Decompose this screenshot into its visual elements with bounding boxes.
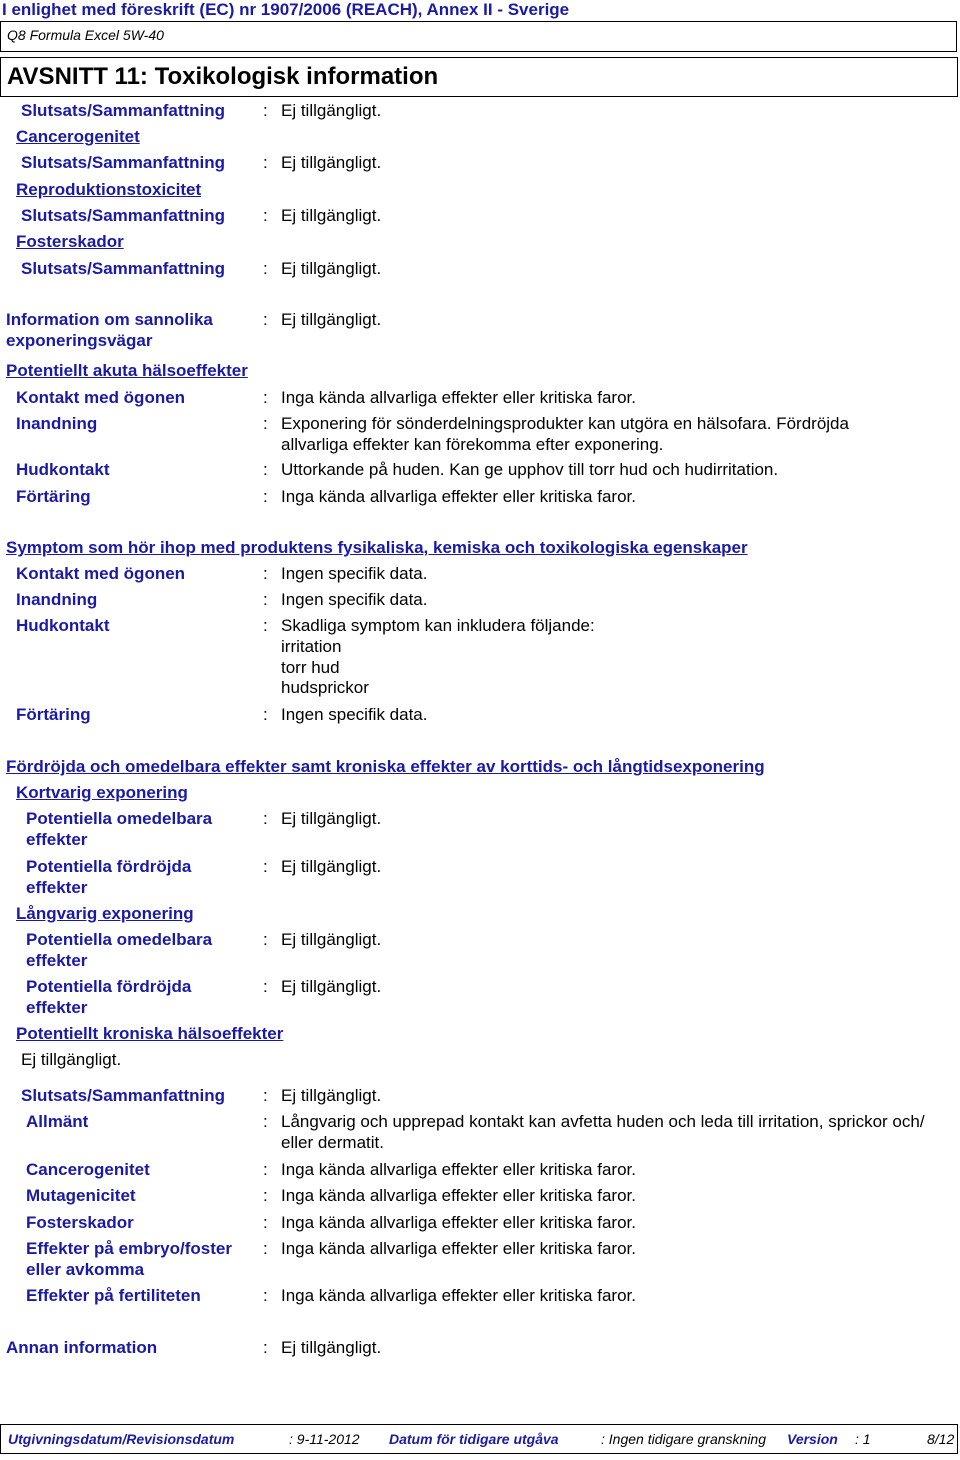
- value-symptom-eye: Ingen specifik data.: [281, 564, 428, 583]
- link-acute-health-effects[interactable]: Potentiellt akuta hälsoeffekter: [6, 361, 248, 380]
- label-summary-4: Slutsats/Sammanfattning: [21, 259, 226, 278]
- colon: :: [263, 1086, 268, 1105]
- colon: :: [263, 487, 268, 506]
- colon: :: [263, 414, 268, 433]
- colon: :: [263, 460, 268, 479]
- value-symptom-skin-line1: Skadliga symptom kan inkludera följande:: [281, 616, 595, 635]
- label-symptom-inhalation: Inandning: [16, 590, 98, 609]
- label-symptom-skin: Hudkontakt: [16, 616, 110, 635]
- page-footer: [0, 1424, 958, 1454]
- footer-version-value: : 1: [855, 1431, 871, 1447]
- footer-page-number: 8/12: [927, 1431, 955, 1447]
- value-chronic-effects: Ej tillgängligt.: [21, 1050, 122, 1069]
- colon: :: [263, 259, 268, 278]
- colon: :: [263, 1213, 268, 1232]
- label-long-immediate-line1: Potentiella omedelbara: [26, 930, 213, 949]
- value-symptom-skin-line4: hudsprickor: [281, 678, 369, 697]
- value-long-delayed: Ej tillgängligt.: [281, 977, 382, 996]
- value-long-immediate: Ej tillgängligt.: [281, 930, 382, 949]
- section-title: AVSNITT 11: Toxikologisk information: [0, 57, 958, 97]
- product-name-box: Q8 Formula Excel 5W-40: [0, 21, 957, 52]
- label-short-delayed-line2: effekter: [26, 878, 88, 897]
- colon: :: [263, 1160, 268, 1179]
- value-chronic-general-line1: Långvarig och upprepad kontakt kan avfetta huden och leda till irritation, sprickor och/: [281, 1112, 925, 1131]
- label-acute-inhalation: Inandning: [16, 414, 98, 433]
- label-exposure-routes-line2: exponeringsvägar: [6, 331, 153, 350]
- value-chronic-mutagenicity: Inga kända allvarliga effekter eller kritiska faror.: [281, 1186, 636, 1205]
- footer-version-label: Version: [787, 1431, 838, 1447]
- value-acute-eye: Inga kända allvarliga effekter eller kritiska faror.: [281, 388, 636, 407]
- value-chronic-teratogenicity: Inga kända allvarliga effekter eller kritiska faror.: [281, 1213, 636, 1232]
- value-short-delayed: Ej tillgängligt.: [281, 857, 382, 876]
- label-long-delayed-line1: Potentiella fördröjda: [26, 977, 192, 996]
- colon: :: [263, 1186, 268, 1205]
- value-chronic-fertility: Inga kända allvarliga effekter eller kritiska faror.: [281, 1286, 636, 1305]
- colon: :: [263, 1239, 268, 1258]
- colon: :: [263, 310, 268, 329]
- label-acute-eye: Kontakt med ögonen: [16, 388, 186, 407]
- value-symptom-ingestion: Ingen specifik data.: [281, 705, 428, 724]
- label-chronic-carcinogenicity: Cancerogenitet: [26, 1160, 150, 1179]
- label-chronic-teratogenicity: Fosterskador: [26, 1213, 134, 1232]
- value-acute-inhalation-line1: Exponering för sönderdelningsprodukter kan utgöra en hälsofara. Fördröjda: [281, 414, 849, 433]
- colon: :: [263, 153, 268, 172]
- colon: :: [263, 1286, 268, 1305]
- colon: :: [263, 101, 268, 120]
- colon: :: [263, 977, 268, 996]
- value-summary-1: Ej tillgängligt.: [281, 101, 382, 120]
- label-short-immediate-line2: effekter: [26, 830, 88, 849]
- label-summary-1: Slutsats/Sammanfattning: [21, 101, 226, 120]
- label-chronic-fertility: Effekter på fertiliteten: [26, 1286, 201, 1305]
- colon: :: [263, 206, 268, 225]
- value-acute-ingestion: Inga kända allvarliga effekter eller kritiska faror.: [281, 487, 636, 506]
- colon: :: [263, 857, 268, 876]
- link-chronic-health-effects[interactable]: Potentiellt kroniska hälsoeffekter: [16, 1024, 284, 1043]
- colon: :: [263, 616, 268, 635]
- label-acute-skin: Hudkontakt: [16, 460, 110, 479]
- label-chronic-mutagenicity: Mutagenicitet: [26, 1186, 136, 1205]
- link-symptoms[interactable]: Symptom som hör ihop med produktens fysikaliska, kemiska och toxikologiska egenskaper: [6, 538, 748, 557]
- label-other-information: Annan information: [6, 1338, 158, 1357]
- label-short-immediate-line1: Potentiella omedelbara: [26, 809, 213, 828]
- colon: :: [263, 930, 268, 949]
- label-symptom-ingestion: Förtäring: [16, 705, 91, 724]
- label-short-delayed-line1: Potentiella fördröjda: [26, 857, 192, 876]
- link-long-term-exposure[interactable]: Långvarig exponering: [16, 904, 194, 923]
- label-summary-2: Slutsats/Sammanfattning: [21, 153, 226, 172]
- label-summary-3: Slutsats/Sammanfattning: [21, 206, 226, 225]
- value-acute-skin: Uttorkande på huden. Kan ge upphov till torr hud och hudirritation.: [281, 460, 779, 479]
- link-short-term-exposure[interactable]: Kortvarig exponering: [16, 783, 188, 802]
- value-other-information: Ej tillgängligt.: [281, 1338, 382, 1357]
- link-reproduktionstoxicitet[interactable]: Reproduktionstoxicitet: [16, 180, 202, 199]
- label-chronic-embryo-line1: Effekter på embryo/foster: [26, 1239, 232, 1258]
- value-chronic-general-line2: eller dermatit.: [281, 1133, 384, 1152]
- value-chronic-embryo: Inga kända allvarliga effekter eller kritiska faror.: [281, 1239, 636, 1258]
- value-summary-4: Ej tillgängligt.: [281, 259, 382, 278]
- colon: :: [263, 1338, 268, 1357]
- link-fosterskador[interactable]: Fosterskador: [16, 232, 124, 251]
- value-acute-inhalation-line2: allvarliga effekter kan förekomma efter exponering.: [281, 435, 664, 454]
- colon: :: [263, 809, 268, 828]
- label-symptom-eye: Kontakt med ögonen: [16, 564, 186, 583]
- link-delayed-immediate-effects[interactable]: Fördröjda och omedelbara effekter samt kroniska effekter av korttids- och långtidsexponering: [6, 757, 765, 776]
- colon: :: [263, 388, 268, 407]
- value-summary-2: Ej tillgängligt.: [281, 153, 382, 172]
- colon: :: [263, 705, 268, 724]
- document-header-title: I enlighet med föreskrift (EC) nr 1907/2006 (REACH), Annex II - Sverige: [2, 0, 570, 19]
- value-chronic-carcinogenicity: Inga kända allvarliga effekter eller kritiska faror.: [281, 1160, 636, 1179]
- value-summary-3: Ej tillgängligt.: [281, 206, 382, 225]
- footer-previous-value: : Ingen tidigare granskning: [601, 1431, 766, 1447]
- label-long-delayed-line2: effekter: [26, 998, 88, 1017]
- colon: :: [263, 1112, 268, 1131]
- value-short-immediate: Ej tillgängligt.: [281, 809, 382, 828]
- label-chronic-embryo-line2: eller avkomma: [26, 1260, 145, 1279]
- link-cancerogenitet[interactable]: Cancerogenitet: [16, 127, 140, 146]
- value-symptom-skin-line2: irritation: [281, 637, 342, 656]
- value-symptom-skin-line3: torr hud: [281, 658, 340, 677]
- label-exposure-routes-line1: Information om sannolika: [6, 310, 213, 329]
- colon: :: [263, 564, 268, 583]
- footer-issue-value: : 9-11-2012: [289, 1431, 360, 1447]
- label-long-immediate-line2: effekter: [26, 951, 88, 970]
- value-symptom-inhalation: Ingen specifik data.: [281, 590, 428, 609]
- label-chronic-general: Allmänt: [26, 1112, 89, 1131]
- footer-issue-label: Utgivningsdatum/Revisionsdatum: [8, 1431, 235, 1447]
- value-chronic-summary: Ej tillgängligt.: [281, 1086, 382, 1105]
- value-exposure-routes: Ej tillgängligt.: [281, 310, 382, 329]
- footer-previous-label: Datum för tidigare utgåva: [389, 1431, 559, 1447]
- colon: :: [263, 590, 268, 609]
- label-chronic-summary: Slutsats/Sammanfattning: [21, 1086, 226, 1105]
- label-acute-ingestion: Förtäring: [16, 487, 91, 506]
